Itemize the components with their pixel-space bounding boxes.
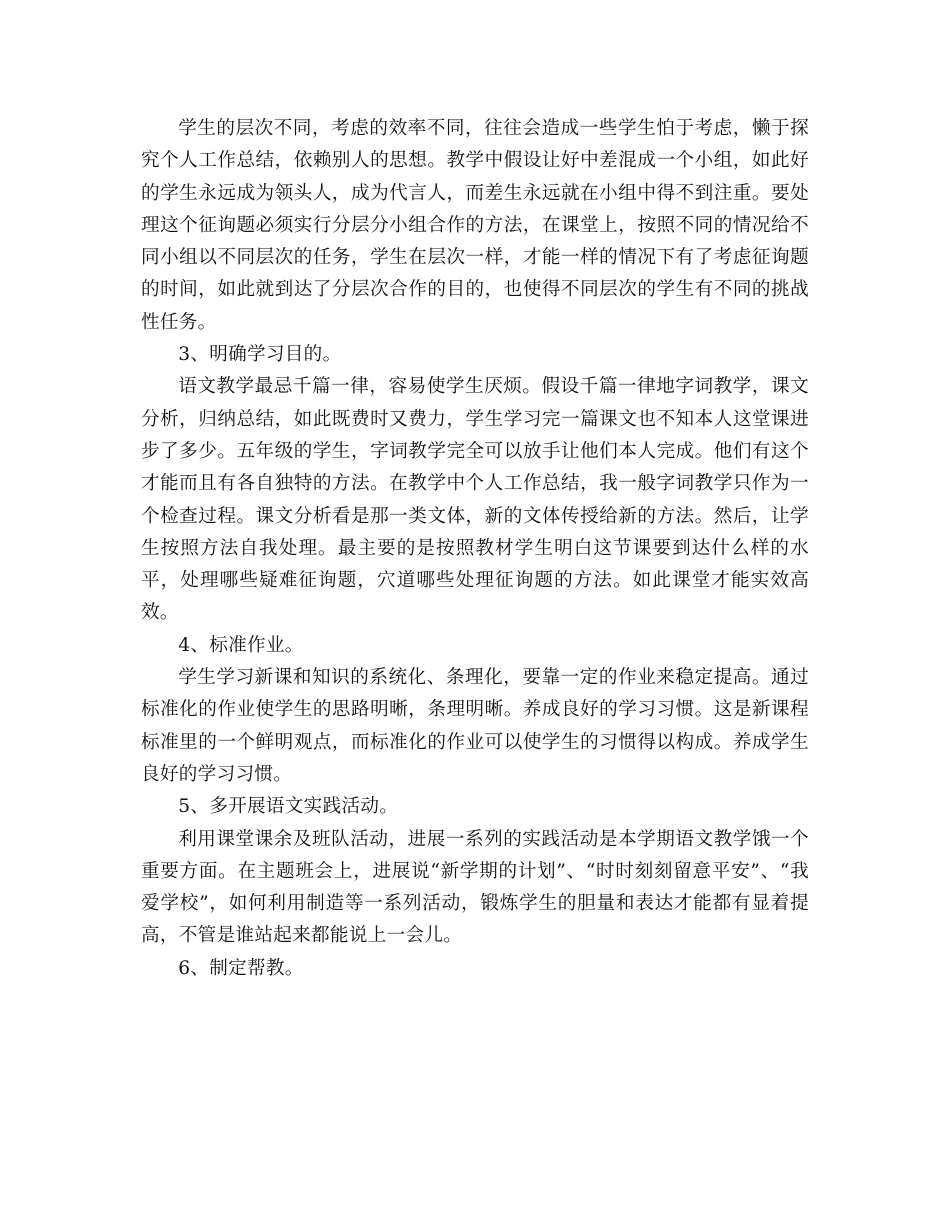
paragraph-group-layers: 学生的层次不同，考虑的效率不同，往往会造成一些学生怕于考虑，懒于探究个人工作总结，依赖别人的思想。教学中假设让好中差混成一个小组，如此好的学生永远成为领头人，成为代言人，而差生永远就在小组中得不到注重。要处理这个征询题必须实行分层分小组合作的方法，在课堂上，按照不同的情况给不同小组以不同层次的任务，学生在层次一样，才能一样的情况下有了考虑征询题的时间，如此就到达了分层次合作的目的，也使得不同层次的学生有不同的挑战性任务。 — [141, 118, 809, 333]
paragraph-practice-activities: 利用课堂课余及班队活动，进展一系列的实践活动是本学期语文教学饿一个重要方面。在主题班会上，进展说“新学期的计划”、“时时刻刻留意平安”、“我爱学校”，如何利用制造等一系列活动，锻炼学生的胆量和表达才能都有显着提高，不管是谁站起来都能说上一会儿。 — [141, 828, 809, 947]
heading-tutoring: 6、制定帮教。 — [178, 957, 304, 979]
paragraph-homework: 学生学习新课和知识的系统化、条理化，要靠一定的作业来稳定提高。通过标准化的作业使学生的思路明晰，条理明晰。养成良好的学习习惯。这是新课程标准里的一个鲜明观点，而标准化的作业可以使学生的习惯得以构成。养成学生良好的学习习惯。 — [141, 667, 809, 785]
heading-practice-activities: 5、多开展语文实践活动。 — [178, 796, 399, 818]
paragraph-chinese-teaching: 语文教学最忌千篇一律，容易使学生厌烦。假设千篇一律地字词教学，课文分析，归纳总结，如此既费时又费力，学生学习完一篇课文也不知本人这堂课进步了多少。五年级的学生，字词教学完全可以放手让他们本人完成。他们有这个才能而且有各自独特的方法。在教学中个人工作总结，我一般字词教学只作为一个检查过程。课文分析看是那一类文体，新的文体传授给新的方法。然后，让学生按照方法自我处理。最主要的是按照教材学生明白这节课要到达什么样的水平，处理哪些疑难征询题，穴道哪些处理征询题的方法。如此课堂才能实效高效。 — [141, 376, 809, 624]
heading-clear-goals: 3、明确学习目的。 — [178, 344, 342, 366]
heading-standard-homework: 4、标准作业。 — [178, 634, 304, 656]
document-page — [141, 113, 809, 985]
